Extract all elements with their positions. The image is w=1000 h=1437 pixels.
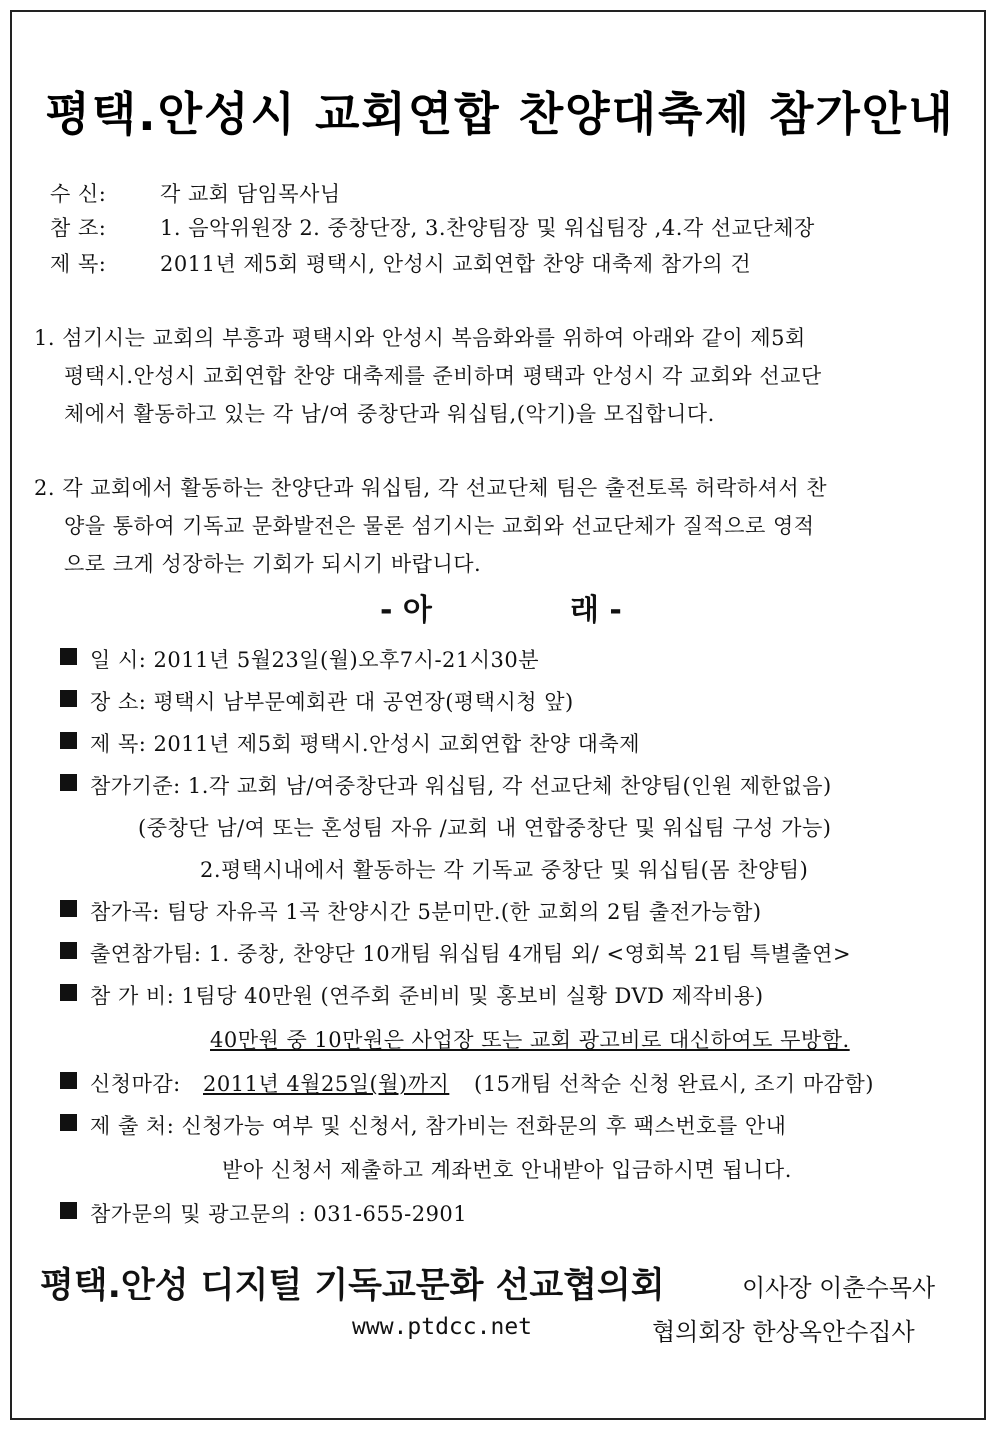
document-title: 평택.안성시 교회연합 찬양대축제 참가안내 (45, 87, 955, 141)
bullet-icon (60, 774, 77, 791)
recipient-label: 수 신: (50, 182, 107, 206)
item-date: 일 시: 2011년 5월23일(월)오후7시-21시30분 (90, 648, 540, 672)
item-submit-1: 제 출 처: 신청가능 여부 및 신청서, 참가비는 전화문의 후 팩스번호를 안내 (90, 1114, 787, 1138)
bullet-icon (60, 648, 77, 665)
bullet-icon (60, 732, 77, 749)
bullet-icon (60, 1202, 77, 1219)
paragraph-2-line-3: 으로 크게 성장하는 기회가 되시기 바랍니다. (64, 552, 482, 576)
paragraph-1-line-2: 평택시.안성시 교회연합 찬양 대축제를 준비하며 평택과 안성시 각 교회와 선교단 (64, 364, 822, 388)
item-fee-1: 참 가 비: 1팀당 40만원 (연주회 준비비 및 홍보비 실황 DVD 제작비용) (90, 984, 764, 1008)
council-president: 협의회장 한상옥안수집사 (652, 1318, 915, 1346)
item-deadline-label: 신청마감: (90, 1072, 181, 1096)
item-deadline-note: (15개팀 선착순 신청 완료시, 조기 마감함) (474, 1072, 874, 1096)
section-title-right: 래 - (570, 593, 622, 628)
reference-value: 1. 음악위원장 2. 중창단장, 3.찬양팀장 및 워십팀장 ,4.각 선교단체장 (160, 216, 815, 240)
organization-name: 평택.안성 디지털 기독교문화 선교협의회 (40, 1266, 665, 1306)
subject-value: 2011년 제5회 평택시, 안성시 교회연합 찬양 대축제 참가의 건 (160, 252, 752, 276)
item-teams: 출연참가팀: 1. 중창, 찬양단 10개팀 워십팀 4개팀 외/ <영회복 21팀 특별출연> (90, 942, 852, 966)
section-title-left: - 아 (380, 593, 432, 628)
subject-label: 제 목: (50, 252, 107, 276)
bullet-icon (60, 1114, 77, 1131)
item-place: 장 소: 평택시 남부문예회관 대 공연장(평택시청 앞) (90, 690, 574, 714)
paragraph-1-line-3: 체에서 활동하고 있는 각 남/여 중창단과 워십팀,(악기)을 모집합니다. (64, 402, 715, 426)
item-subject: 제 목: 2011년 제5회 평택시.안성시 교회연합 찬양 대축제 (90, 732, 641, 756)
paragraph-1-line-1: 1. 섬기시는 교회의 부흥과 평택시와 안성시 복음화와를 위하여 아래와 같이 제5회 (34, 326, 806, 350)
item-criteria-1: 참가기준: 1.각 교회 남/여중창단과 워십팀, 각 선교단체 찬양팀(인원 제한없음) (90, 774, 832, 798)
bullet-icon (60, 984, 77, 1001)
item-songs: 참가곡: 팀당 자유곡 1곡 찬양시간 5분미만.(한 교회의 2팀 출전가능함) (90, 900, 762, 924)
item-submit-2: 받아 신청서 제출하고 계좌번호 안내받아 입금하시면 됩니다. (222, 1158, 792, 1182)
bullet-icon (60, 1072, 77, 1089)
bullet-icon (60, 942, 77, 959)
bullet-icon (60, 690, 77, 707)
recipient-value: 각 교회 담임목사님 (160, 182, 341, 206)
item-contact: 참가문의 및 광고문의 : 031-655-2901 (90, 1202, 468, 1226)
item-criteria-3: 2.평택시내에서 활동하는 각 기독교 중창단 및 워십팀(몸 찬양팀) (200, 858, 809, 882)
item-criteria-2: (중창단 남/여 또는 혼성팀 자유 /교회 내 연합중창단 및 워십팀 구성 가능) (138, 816, 832, 840)
item-deadline-date: 2011년 4월25일(월)까지 (203, 1072, 450, 1096)
website: www.ptdcc.net (352, 1314, 533, 1340)
bullet-icon (60, 900, 77, 917)
item-fee-2: 40만원 중 10만원은 사업장 또는 교회 광고비로 대신하여도 무방함. (210, 1028, 850, 1052)
paragraph-2-line-2: 양을 통하여 기독교 문화발전은 물론 섬기시는 교회와 선교단체가 질적으로 영적 (64, 514, 815, 538)
chairman: 이사장 이춘수목사 (742, 1274, 936, 1302)
reference-label: 참 조: (50, 216, 107, 240)
paragraph-2-line-1: 2. 각 교회에서 활동하는 찬양단과 워십팀, 각 선교단체 팀은 출전토록 허락하셔서 찬 (34, 476, 828, 500)
